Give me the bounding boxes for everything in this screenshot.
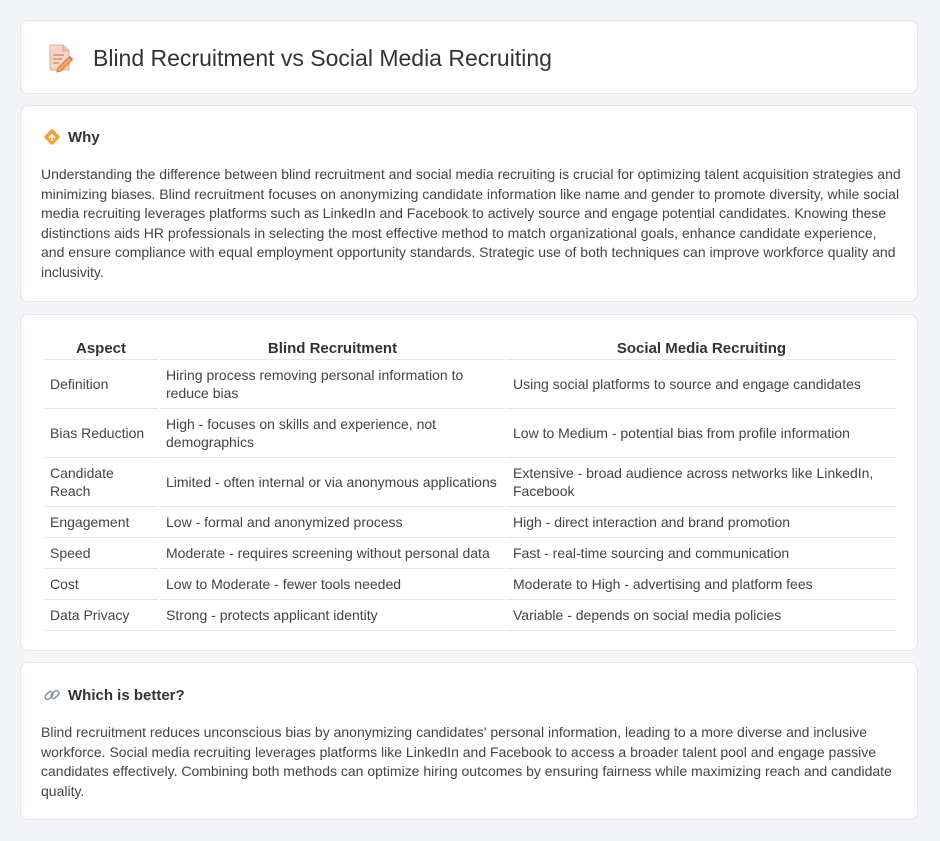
better-heading: Which is better? (68, 686, 185, 704)
cell-aspect: Speed (44, 538, 158, 569)
cell-social: Extensive - broad audience across networks like LinkedIn, Facebook (507, 458, 896, 507)
which-is-better-section (20, 662, 918, 820)
cell-aspect: Definition (44, 360, 158, 409)
header-social-media-recruiting: Social Media Recruiting (507, 337, 896, 360)
header-aspect: Aspect (44, 337, 158, 360)
cell-blind: Low to Moderate - fewer tools needed (160, 569, 505, 600)
cell-aspect: Data Privacy (44, 600, 158, 631)
title-card (20, 20, 918, 94)
cell-social: Using social platforms to source and engage candidates (507, 360, 896, 409)
link-icon (43, 686, 61, 704)
why-heading: Why (68, 128, 100, 146)
page-title: Blind Recruitment vs Social Media Recruiting (93, 44, 552, 71)
table-row (44, 507, 896, 538)
better-text: Blind recruitment reduces unconscious bias by anonymizing candidates' personal information, leading to a more diverse and inclusive workforce. Social media recruiting leverages platforms like LinkedIn and Facebook to access a broader talent pool and engage passive candidates effectively. Combining both methods can optimize hiring outcomes by ensuring fairness while maximizing reach and candidate quality. (41, 724, 892, 799)
cell-blind: Limited - often internal or via anonymous applications (160, 458, 505, 507)
comparison-table (42, 337, 898, 631)
table-row (44, 538, 896, 569)
diamond-sign-icon (43, 128, 61, 146)
table-row (44, 600, 896, 631)
cell-social: High - direct interaction and brand promotion (507, 507, 896, 538)
table-row (44, 360, 896, 409)
cell-aspect: Candidate Reach (44, 458, 158, 507)
document-pencil-icon (47, 43, 73, 73)
cell-social: Low to Medium - potential bias from profile information (507, 409, 896, 458)
cell-social: Fast - real-time sourcing and communication (507, 538, 896, 569)
cell-blind: Moderate - requires screening without personal data (160, 538, 505, 569)
table-row (44, 409, 896, 458)
comparison-section (20, 314, 918, 651)
cell-blind: High - focuses on skills and experience, not demographics (160, 409, 505, 458)
cell-blind: Hiring process removing personal information to reduce bias (160, 360, 505, 409)
why-text: Understanding the difference between blind recruitment and social media recruiting is crucial for optimizing talent acquisition strategies and minimizing biases. Blind recruitment focuses on anonymizing candidate information like name and gender to promote diversity, while social media recruiting leverages platforms such as LinkedIn and Facebook to actively source and engage potential candidates. Knowing these distinctions aids HR professionals in selecting the most effective method to match organizational goals, enhance candidate experience, and ensure compliance with equal employment opportunity standards. Strategic use of both techniques can improve workforce quality and inclusivity. (41, 166, 901, 280)
header-blind-recruitment: Blind Recruitment (160, 337, 505, 360)
cell-blind: Low - formal and anonymized process (160, 507, 505, 538)
why-section (20, 105, 918, 302)
cell-aspect: Cost (44, 569, 158, 600)
table-row (44, 569, 896, 600)
table-header-row (44, 337, 896, 360)
cell-social: Variable - depends on social media policies (507, 600, 896, 631)
table-row (44, 458, 896, 507)
cell-aspect: Engagement (44, 507, 158, 538)
cell-blind: Strong - protects applicant identity (160, 600, 505, 631)
cell-social: Moderate to High - advertising and platform fees (507, 569, 896, 600)
cell-aspect: Bias Reduction (44, 409, 158, 458)
